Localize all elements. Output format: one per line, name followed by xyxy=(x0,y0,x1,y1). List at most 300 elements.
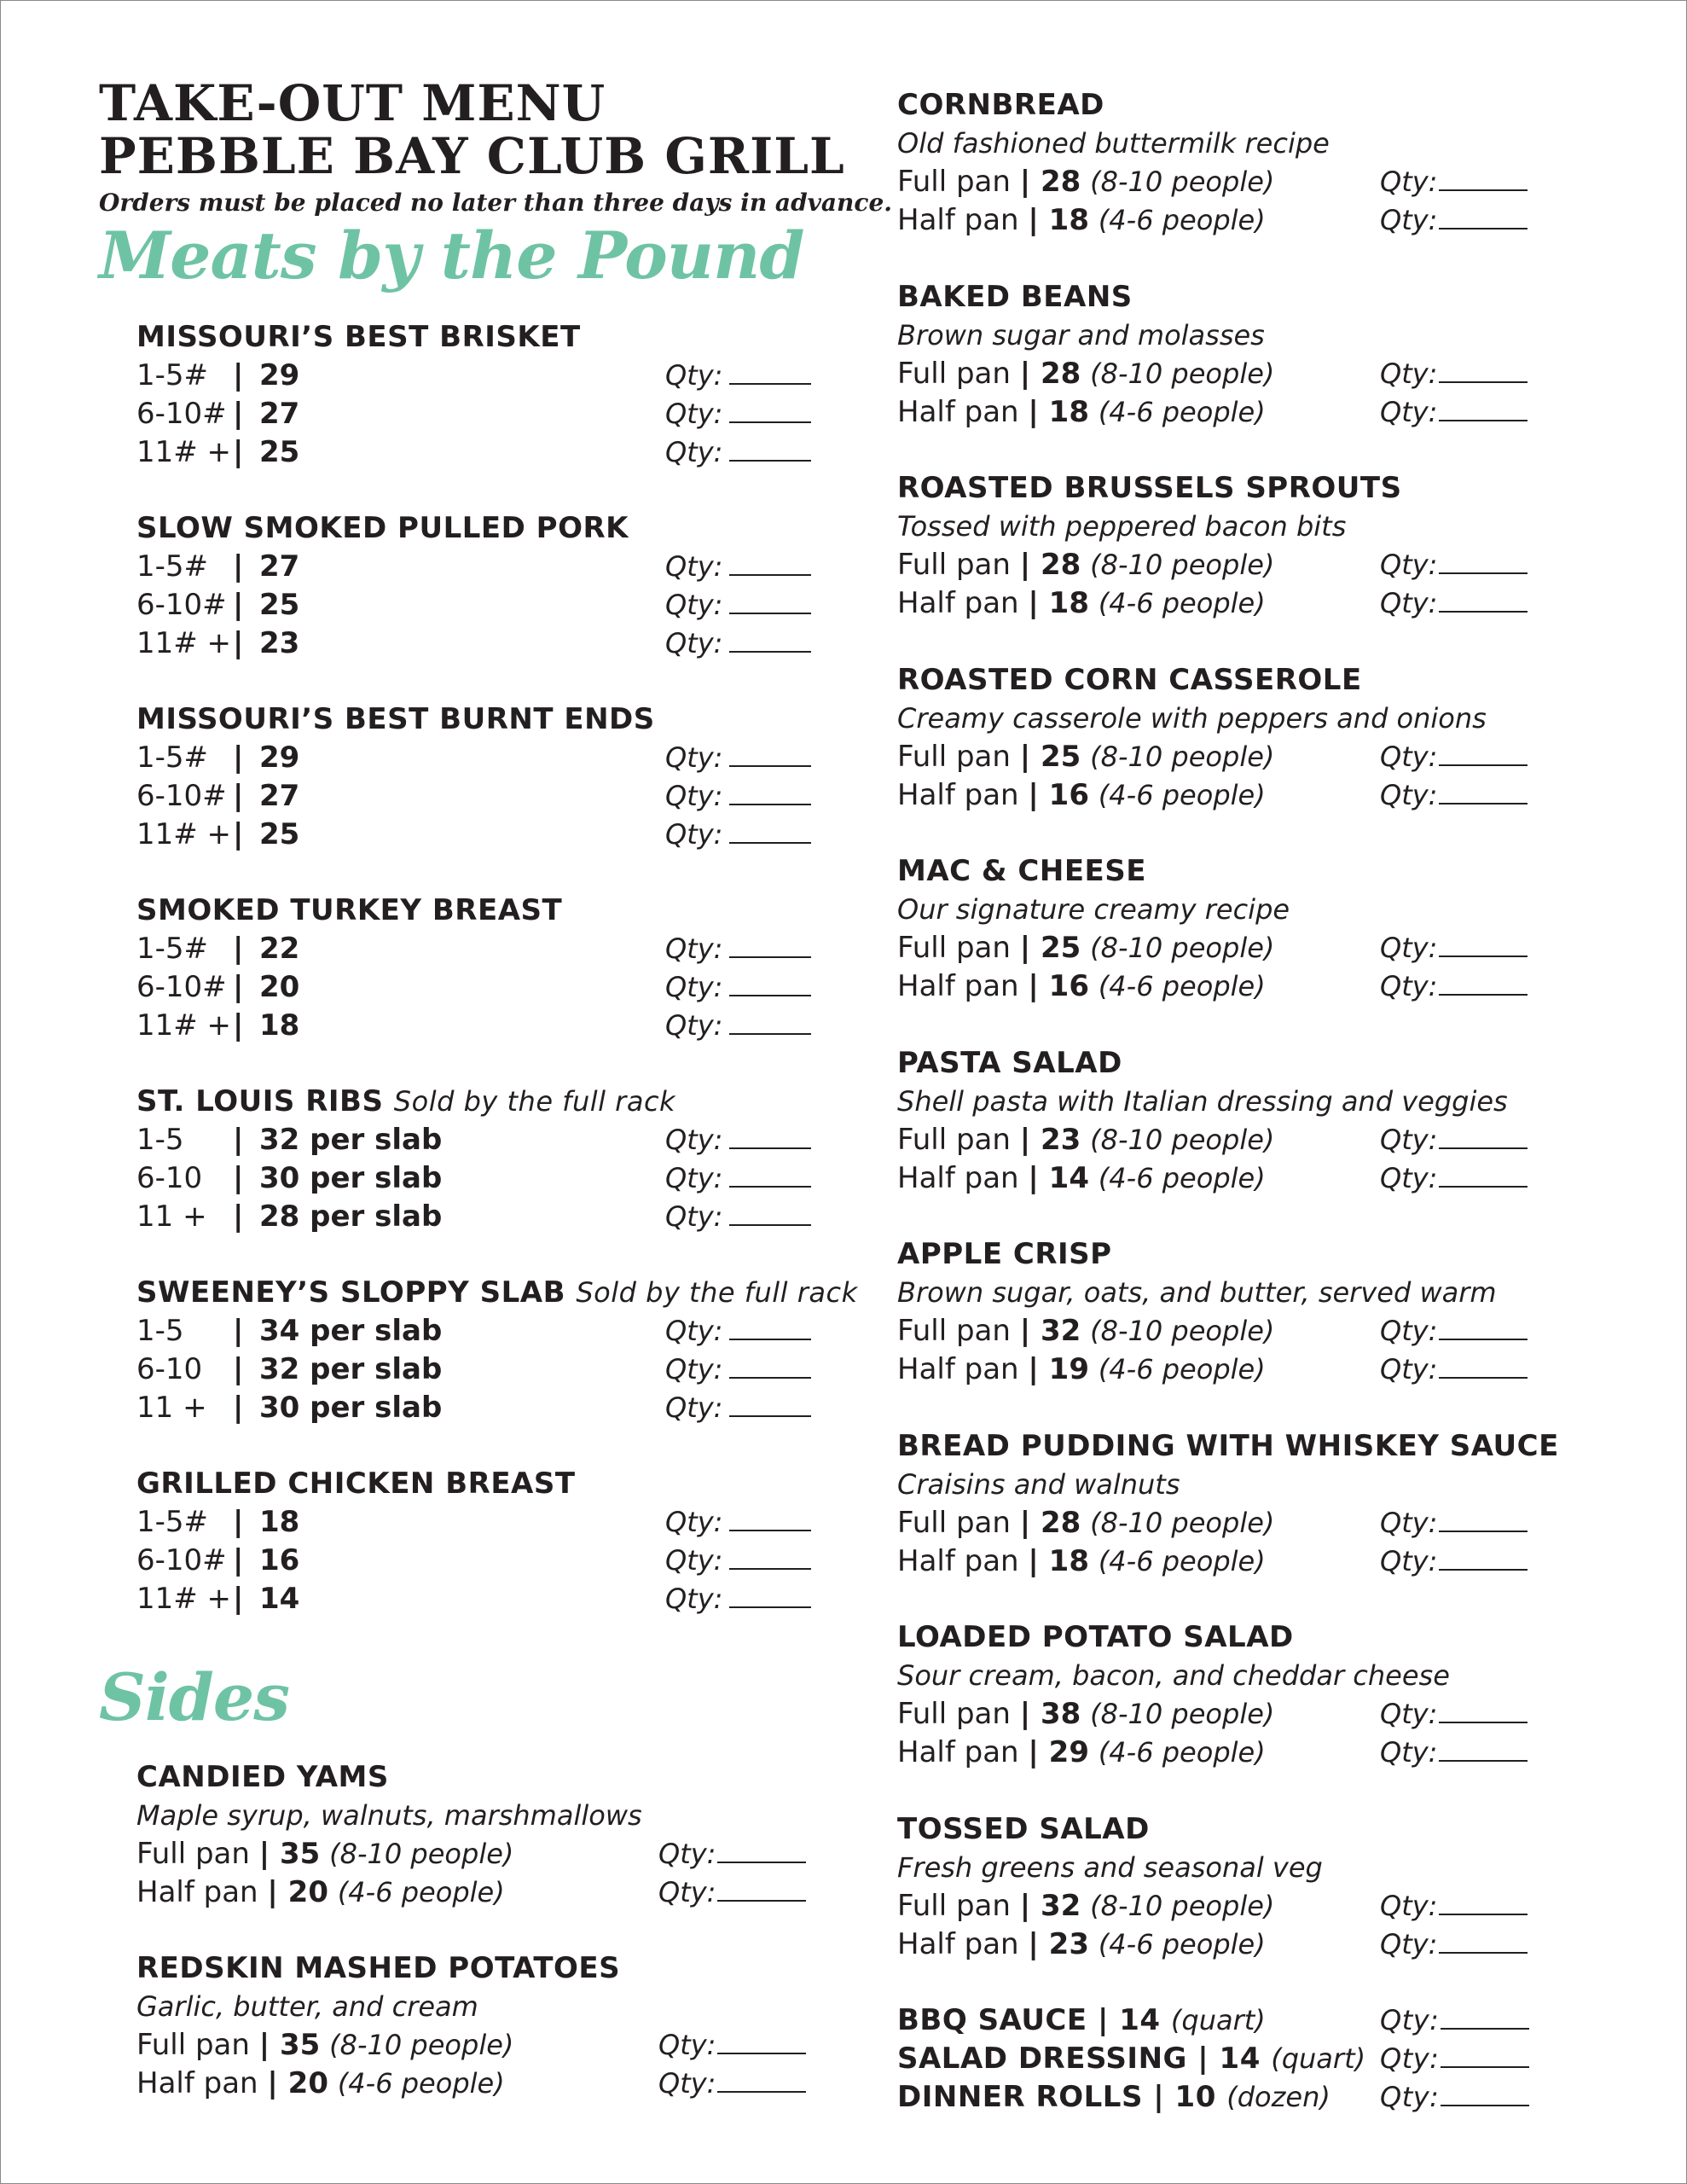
qty-blank[interactable] xyxy=(1439,202,1528,229)
pan-price-value: 32 xyxy=(1041,1314,1081,1348)
qty-blank[interactable] xyxy=(1439,585,1528,613)
qty-label: Qty: xyxy=(1380,1315,1438,1347)
qty-blank[interactable] xyxy=(1439,1160,1528,1188)
pan-separator: | xyxy=(1019,1505,1031,1540)
extra-price: 14 xyxy=(1119,2003,1161,2037)
tier-price: 29 xyxy=(259,358,300,392)
qty-label: Qty: xyxy=(1380,549,1438,581)
qty-field[interactable] xyxy=(658,1873,806,1912)
qty-blank[interactable] xyxy=(729,1390,811,1417)
pan-price xyxy=(1020,165,1081,199)
pan-size: Full pan xyxy=(897,1314,1011,1348)
price-tier-row xyxy=(136,1121,819,1159)
qty-field[interactable] xyxy=(1380,1121,1528,1159)
tier-separator: | xyxy=(233,1543,244,1577)
tier-price: 34 per slab xyxy=(259,1314,443,1348)
tier-price: 25 xyxy=(259,588,300,622)
pan-separator: | xyxy=(1028,969,1039,1003)
qty-field[interactable] xyxy=(1380,1926,1528,1964)
tier-price: 20 xyxy=(259,970,300,1004)
qty-field[interactable] xyxy=(665,968,811,1007)
item-description: Our signature creamy recipe xyxy=(897,893,1290,926)
qty-label: Qty: xyxy=(1380,1889,1438,1922)
qty-blank[interactable] xyxy=(1439,1543,1528,1571)
qty-blank[interactable] xyxy=(1441,2002,1529,2030)
qty-blank[interactable] xyxy=(1439,777,1528,804)
tier-price: 27 xyxy=(259,397,300,431)
extra-item xyxy=(897,2040,1597,2078)
qty-blank[interactable] xyxy=(729,740,811,767)
price-tier-row xyxy=(136,1389,819,1427)
qty-blank[interactable] xyxy=(729,625,811,653)
item-name: CANDIED YAMS xyxy=(136,1760,389,1794)
qty-field[interactable] xyxy=(665,624,811,663)
pan-size: Full pan xyxy=(897,1888,1011,1923)
qty-label: Qty: xyxy=(665,436,723,468)
meat-item xyxy=(136,508,819,663)
pan-price xyxy=(1020,740,1081,774)
meat-item xyxy=(136,700,819,854)
qty-blank[interactable] xyxy=(717,1836,806,1863)
item-name-text: MISSOURI’S BEST BRISKET xyxy=(136,320,581,354)
pan-separator: | xyxy=(1028,777,1039,812)
qty-field[interactable] xyxy=(1380,2001,1529,2040)
qty-blank[interactable] xyxy=(729,549,811,576)
qty-field[interactable] xyxy=(1380,1504,1528,1542)
pan-separator: | xyxy=(267,2066,278,2100)
qty-label: Qty: xyxy=(665,1315,723,1347)
qty-blank[interactable] xyxy=(729,778,811,805)
qty-field[interactable] xyxy=(1380,355,1528,393)
qty-blank[interactable] xyxy=(729,357,811,385)
tier-separator: | xyxy=(233,1161,244,1195)
qty-blank[interactable] xyxy=(1439,930,1528,957)
qty-label: Qty: xyxy=(665,589,723,621)
half-pan-row xyxy=(136,1873,836,1912)
pan-price xyxy=(267,2066,328,2100)
qty-field[interactable] xyxy=(665,930,811,968)
full-pan-row xyxy=(897,1887,1597,1926)
qty-blank[interactable] xyxy=(729,1122,811,1149)
pan-separator: | xyxy=(1028,586,1039,620)
full-pan-row xyxy=(897,929,1597,967)
tier-separator: | xyxy=(233,741,244,775)
tier-price: 18 xyxy=(259,1008,300,1043)
serves-note: (8-10 people) xyxy=(1090,740,1275,773)
qty-field[interactable] xyxy=(1380,1734,1528,1772)
item-name-text: SLOW SMOKED PULLED PORK xyxy=(136,511,629,545)
qty-field[interactable] xyxy=(1380,393,1528,432)
pan-size: Full pan xyxy=(897,1697,1011,1731)
serves-note: (4-6 people) xyxy=(1098,778,1266,811)
qty-field[interactable] xyxy=(658,2026,806,2065)
extra-item xyxy=(897,2001,1597,2040)
half-pan-row xyxy=(897,584,1597,623)
qty-field[interactable] xyxy=(665,1312,811,1350)
qty-blank[interactable] xyxy=(1439,1888,1528,1915)
tier-separator: | xyxy=(233,817,244,851)
item-name-text: MISSOURI’S BEST BURNT ENDS xyxy=(136,702,655,736)
qty-blank[interactable] xyxy=(729,1199,811,1226)
tier-price: 30 per slab xyxy=(259,1161,443,1195)
qty-field[interactable] xyxy=(1380,1542,1528,1581)
full-pan-row xyxy=(897,1121,1597,1159)
half-pan-row xyxy=(897,1926,1597,1964)
qty-blank[interactable] xyxy=(1439,1734,1528,1762)
qty-field[interactable] xyxy=(665,548,811,586)
pan-size: Full pan xyxy=(897,165,1011,199)
pan-price-value: 25 xyxy=(1041,739,1081,774)
qty-field[interactable] xyxy=(1380,1350,1528,1389)
qty-label: Qty: xyxy=(1380,1161,1438,1194)
item-note: Sold by the full rack xyxy=(393,1085,676,1118)
qty-field[interactable] xyxy=(658,2065,806,2103)
qty-blank[interactable] xyxy=(729,1542,811,1570)
side-item xyxy=(897,1426,1597,1581)
qty-label: Qty: xyxy=(1380,932,1438,964)
tier-separator: | xyxy=(233,970,244,1004)
price-tier-row xyxy=(136,1580,819,1618)
pan-separator: | xyxy=(1019,165,1031,199)
item-name-text: GRILLED CHICKEN BREAST xyxy=(136,1467,576,1501)
extra-item xyxy=(897,2078,1597,2117)
qty-label: Qty: xyxy=(665,1124,723,1156)
qty-blank[interactable] xyxy=(729,434,811,462)
tier-range: 11# + xyxy=(136,817,232,851)
qty-blank[interactable] xyxy=(1439,1926,1528,1954)
pan-price-value: 18 xyxy=(1048,1543,1089,1578)
pan-price-value: 20 xyxy=(287,1875,328,1909)
pan-price-value: 16 xyxy=(1048,777,1089,812)
pan-price-value: 18 xyxy=(1048,586,1089,620)
serves-note: (8-10 people) xyxy=(1090,1698,1275,1730)
item-name-text: SMOKED TURKEY BREAST xyxy=(136,893,563,927)
qty-field[interactable] xyxy=(665,1503,811,1542)
qty-blank[interactable] xyxy=(1439,394,1528,421)
qty-field[interactable] xyxy=(1380,929,1528,967)
pan-size: Full pan xyxy=(136,2028,250,2062)
tier-price: 18 xyxy=(259,1505,300,1539)
serves-note: (4-6 people) xyxy=(337,2067,505,2100)
meat-item xyxy=(136,317,819,472)
qty-field[interactable] xyxy=(665,1389,811,1427)
qty-field[interactable] xyxy=(665,777,811,816)
qty-blank[interactable] xyxy=(1439,1122,1528,1149)
qty-blank[interactable] xyxy=(1439,968,1528,996)
side-item xyxy=(897,660,1597,815)
tier-range: 1-5# xyxy=(136,1505,209,1539)
price-tier-row xyxy=(136,739,819,777)
pan-price xyxy=(1020,1314,1081,1348)
qty-field[interactable] xyxy=(665,1121,811,1159)
item-name: REDSKIN MASHED POTATOES xyxy=(136,1951,621,1985)
pan-price-value: 19 xyxy=(1048,1352,1089,1386)
half-pan-row xyxy=(897,1734,1597,1772)
qty-blank[interactable] xyxy=(1439,356,1528,383)
qty-label: Qty: xyxy=(1380,2004,1440,2036)
serves-note: (4-6 people) xyxy=(1098,587,1266,619)
full-pan-row xyxy=(897,1695,1597,1734)
tier-price: 14 xyxy=(259,1582,300,1616)
qty-field[interactable] xyxy=(1380,776,1528,815)
menu-header xyxy=(99,74,893,220)
item-name: TOSSED SALAD xyxy=(897,1811,1150,1846)
qty-blank[interactable] xyxy=(1439,739,1528,766)
qty-field[interactable] xyxy=(665,1580,811,1618)
qty-blank[interactable] xyxy=(1439,1351,1528,1379)
side-item xyxy=(897,277,1597,432)
qty-blank[interactable] xyxy=(729,969,811,996)
pan-price xyxy=(267,1875,328,1909)
item-description: Craisins and walnuts xyxy=(897,1467,1180,1501)
qty-field[interactable] xyxy=(658,1835,806,1873)
pan-price xyxy=(1020,548,1081,582)
tier-range: 11# + xyxy=(136,626,232,660)
tier-price: 30 per slab xyxy=(259,1391,443,1425)
qty-label: Qty: xyxy=(665,1391,723,1424)
side-item xyxy=(897,1809,1597,1964)
qty-field[interactable] xyxy=(1380,1887,1528,1926)
item-name: BAKED BEANS xyxy=(897,279,1133,314)
item-name xyxy=(136,1464,819,1503)
price-tier-row xyxy=(136,968,819,1007)
pan-price xyxy=(1020,1123,1081,1157)
qty-label: Qty: xyxy=(665,1544,723,1577)
qty-blank[interactable] xyxy=(729,1008,811,1035)
qty-blank[interactable] xyxy=(1439,164,1528,191)
qty-blank[interactable] xyxy=(717,2065,806,2093)
qty-label: Qty: xyxy=(1380,395,1438,428)
tier-separator: | xyxy=(233,1391,244,1425)
tier-price: 29 xyxy=(259,741,300,775)
tier-separator: | xyxy=(233,1314,244,1348)
qty-field[interactable] xyxy=(1380,967,1528,1006)
serves-note: (4-6 people) xyxy=(1098,970,1266,1002)
qty-field[interactable] xyxy=(1380,2078,1529,2117)
qty-field[interactable] xyxy=(1380,2040,1529,2078)
qty-field[interactable] xyxy=(665,1198,811,1236)
tier-range: 6-10 xyxy=(136,1161,203,1195)
pan-price-value: 29 xyxy=(1048,1735,1089,1769)
qty-label: Qty: xyxy=(665,741,723,774)
qty-field[interactable] xyxy=(1380,738,1528,776)
pan-size: Full pan xyxy=(136,1837,250,1871)
qty-label: Qty: xyxy=(665,932,723,965)
tier-price: 27 xyxy=(259,549,300,584)
qty-blank[interactable] xyxy=(729,1504,811,1531)
extra-separator: | xyxy=(1197,2042,1209,2076)
tier-separator: | xyxy=(233,397,244,431)
pan-price xyxy=(1028,395,1089,429)
tier-range: 6-10# xyxy=(136,588,227,622)
pan-size: Full pan xyxy=(897,739,1011,774)
qty-blank[interactable] xyxy=(717,1874,806,1902)
pan-price-value: 20 xyxy=(287,2066,328,2100)
qty-label: Qty: xyxy=(665,398,723,430)
qty-field[interactable] xyxy=(665,816,811,854)
qty-blank[interactable] xyxy=(729,396,811,423)
price-tier-row xyxy=(136,357,819,395)
pan-separator: | xyxy=(1028,1160,1039,1195)
price-tier-row xyxy=(136,1198,819,1236)
qty-blank[interactable] xyxy=(729,1581,811,1608)
extra-unit: (quart) xyxy=(1170,2004,1266,2036)
half-pan-row xyxy=(897,776,1597,815)
side-item xyxy=(136,1949,836,2103)
pan-separator: | xyxy=(1028,1926,1039,1961)
half-pan-row xyxy=(897,1159,1597,1198)
qty-field[interactable] xyxy=(1380,201,1528,240)
qty-blank[interactable] xyxy=(1439,547,1528,574)
qty-blank[interactable] xyxy=(1439,1696,1528,1723)
tier-separator: | xyxy=(233,358,244,392)
pan-price xyxy=(1028,778,1089,812)
qty-label: Qty: xyxy=(665,1162,723,1194)
qty-label: Qty: xyxy=(1380,1506,1438,1539)
pan-price xyxy=(1020,1889,1081,1923)
tier-price: 32 per slab xyxy=(259,1123,443,1157)
half-pan-row xyxy=(897,1542,1597,1581)
tier-separator: | xyxy=(233,1199,244,1234)
qty-blank[interactable] xyxy=(729,1351,811,1379)
price-tier-row xyxy=(136,930,819,968)
qty-field[interactable] xyxy=(1380,1159,1528,1198)
price-tier-row xyxy=(136,1350,819,1389)
serves-note: (8-10 people) xyxy=(1090,166,1275,198)
tier-range: 1-5 xyxy=(136,1123,184,1157)
tier-range: 11# + xyxy=(136,1008,232,1043)
qty-blank[interactable] xyxy=(729,1160,811,1188)
qty-field[interactable] xyxy=(665,586,811,624)
qty-field[interactable] xyxy=(1380,584,1528,623)
qty-label: Qty: xyxy=(665,780,723,812)
qty-field[interactable] xyxy=(665,357,811,395)
item-name: BREAD PUDDING WITH WHISKEY SAUCE xyxy=(897,1428,1559,1463)
tier-range: 6-10# xyxy=(136,1543,227,1577)
qty-blank[interactable] xyxy=(1441,2079,1529,2106)
pan-price-value: 35 xyxy=(280,1837,321,1871)
qty-blank[interactable] xyxy=(729,931,811,958)
qty-label: Qty: xyxy=(665,1009,723,1042)
pan-separator: | xyxy=(1019,1697,1031,1731)
pan-separator: | xyxy=(1028,1735,1039,1769)
qty-field[interactable] xyxy=(665,1350,811,1389)
item-description: Brown sugar and molasses xyxy=(897,318,1265,351)
tier-range: 6-10# xyxy=(136,397,227,431)
qty-label: Qty: xyxy=(1380,166,1438,198)
extra-price: 14 xyxy=(1219,2042,1261,2076)
serves-note: (8-10 people) xyxy=(1090,1123,1275,1156)
extra-unit: (quart) xyxy=(1271,2042,1366,2075)
side-item xyxy=(897,85,1597,240)
tier-separator: | xyxy=(233,1582,244,1616)
item-name-text: SWEENEY’S SLOPPY SLAB xyxy=(136,1275,566,1310)
qty-label: Qty: xyxy=(1380,1698,1438,1730)
pan-price xyxy=(1028,1735,1089,1769)
pan-price-value: 35 xyxy=(280,2028,321,2062)
qty-blank[interactable] xyxy=(729,1313,811,1340)
item-name xyxy=(136,317,819,357)
tier-range: 1-5# xyxy=(136,741,209,775)
qty-field[interactable] xyxy=(1380,546,1528,584)
qty-blank[interactable] xyxy=(729,816,811,844)
item-description: Maple syrup, walnuts, marshmallows xyxy=(136,1799,642,1832)
qty-field[interactable] xyxy=(665,1542,811,1580)
qty-field[interactable] xyxy=(1380,1312,1528,1350)
tier-separator: | xyxy=(233,932,244,966)
pan-size: Half pan xyxy=(897,1160,1019,1195)
qty-field[interactable] xyxy=(665,395,811,433)
tier-price: 25 xyxy=(259,435,300,469)
price-tier-row xyxy=(136,548,819,586)
pan-separator: | xyxy=(1019,1888,1031,1923)
item-description: Tossed with peppered bacon bits xyxy=(897,510,1347,543)
item-note: Sold by the full rack xyxy=(576,1276,858,1309)
qty-label: Qty: xyxy=(1380,1927,1438,1960)
pan-price xyxy=(1028,1161,1089,1195)
qty-label: Qty: xyxy=(1380,1123,1438,1156)
pan-price-value: 18 xyxy=(1048,203,1089,237)
qty-field[interactable] xyxy=(665,1159,811,1198)
item-name: LOADED POTATO SALAD xyxy=(897,1620,1294,1654)
tier-price: 27 xyxy=(259,779,300,813)
tier-range: 6-10 xyxy=(136,1352,203,1386)
tier-price: 16 xyxy=(259,1543,300,1577)
qty-blank[interactable] xyxy=(717,2027,806,2054)
tier-separator: | xyxy=(233,435,244,469)
qty-field[interactable] xyxy=(665,739,811,777)
extras-list xyxy=(897,2001,1597,2117)
tier-range: 11 + xyxy=(136,1391,207,1425)
item-description: Creamy casserole with peppers and onions xyxy=(897,701,1487,735)
pan-size: Half pan xyxy=(897,777,1019,812)
pan-price-value: 25 xyxy=(1041,931,1081,965)
qty-blank[interactable] xyxy=(1439,1313,1528,1340)
item-name: APPLE CRISP xyxy=(897,1237,1112,1271)
item-name: CORNBREAD xyxy=(897,88,1104,122)
pan-separator: | xyxy=(258,2028,270,2062)
qty-blank[interactable] xyxy=(1441,2041,1529,2068)
full-pan-row xyxy=(897,1504,1597,1542)
tier-price: 22 xyxy=(259,932,300,966)
tier-separator: | xyxy=(233,588,244,622)
item-name-text: ST. LOUIS RIBS xyxy=(136,1084,384,1118)
half-pan-row xyxy=(897,1350,1597,1389)
qty-label: Qty: xyxy=(1380,778,1438,811)
item-name: ROASTED CORN CASSEROLE xyxy=(897,662,1362,697)
pan-price-value: 23 xyxy=(1041,1122,1081,1157)
qty-label: Qty: xyxy=(658,1876,716,1908)
qty-field[interactable] xyxy=(1380,1695,1528,1734)
side-item xyxy=(897,851,1597,1006)
qty-field[interactable] xyxy=(665,433,811,472)
serves-note: (8-10 people) xyxy=(1090,1506,1275,1539)
pan-price xyxy=(1028,1544,1089,1578)
qty-field[interactable] xyxy=(665,1007,811,1045)
order-notice: Orders must be placed no later than three days in advance. xyxy=(99,189,893,217)
pan-price-value: 18 xyxy=(1048,394,1089,429)
side-item xyxy=(897,1618,1597,1772)
serves-note: (8-10 people) xyxy=(1090,1889,1275,1922)
qty-label: Qty: xyxy=(1380,2042,1440,2075)
half-pan-row xyxy=(897,393,1597,432)
qty-label: Qty: xyxy=(665,818,723,851)
qty-blank[interactable] xyxy=(729,587,811,614)
qty-field[interactable] xyxy=(1380,163,1528,201)
qty-blank[interactable] xyxy=(1439,1505,1528,1532)
serves-note: (4-6 people) xyxy=(1098,1736,1266,1769)
qty-label: Qty: xyxy=(665,1506,723,1538)
